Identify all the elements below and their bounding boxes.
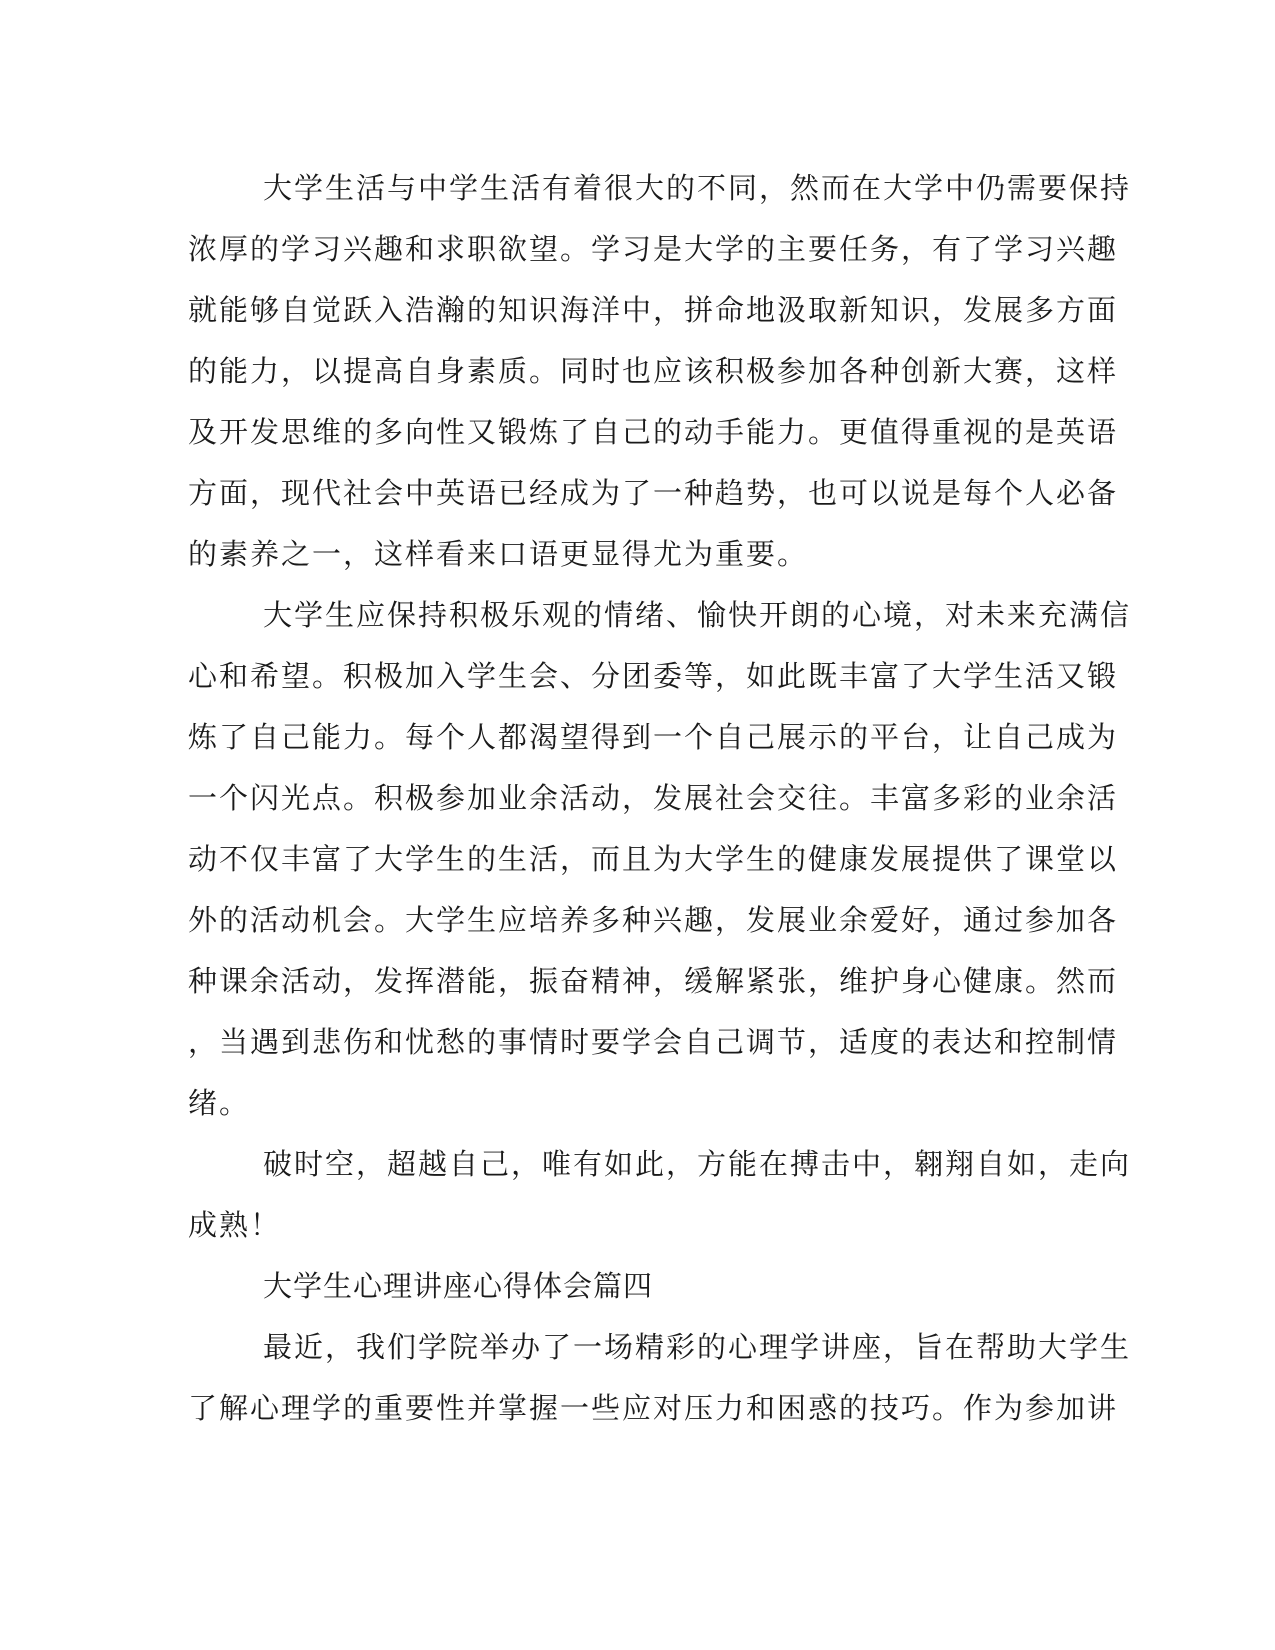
text-line: 及开发思维的多向性又锻炼了自己的动手能力。更值得重视的是英语 (188, 415, 1119, 449)
text-line: 种课余活动，发挥潜能，振奋精神，缓解紧张，维护身心健康。然而 (188, 964, 1119, 998)
text-line: 的能力，以提高自身素质。同时也应该积极参加各种创新大赛，这样 (188, 354, 1119, 388)
text-line: 一个闪光点。积极参加业余活动，发展社会交往。丰富多彩的业余活 (188, 781, 1119, 815)
text-line: 绪。 (188, 1086, 251, 1120)
text-line: 成熟！ (188, 1208, 282, 1242)
text-line: 的素养之一，这样看来口语更显得尤为重要。 (188, 537, 809, 571)
section-heading: 大学生心理讲座心得体会篇四 (263, 1269, 654, 1303)
text-line: 炼了自己能力。每个人都渴望得到一个自己展示的平台，让自己成为 (188, 720, 1119, 754)
text-line: 大学生应保持积极乐观的情绪、愉快开朗的心境，对未来充满信 (263, 598, 1132, 632)
text-line: 心和希望。积极加入学生会、分团委等，如此既丰富了大学生活又锻 (188, 659, 1119, 693)
text-line: 动不仅丰富了大学生的生活，而且为大学生的健康发展提供了课堂以 (188, 842, 1119, 876)
paragraph-3 (188, 1134, 1132, 1256)
text-line: ，当遇到悲伤和忧愁的事情时要学会自己调节，适度的表达和控制情 (188, 1025, 1119, 1059)
text-line: 了解心理学的重要性并掌握一些应对压力和困惑的技巧。作为参加讲 (188, 1391, 1119, 1425)
paragraph-2 (188, 585, 1132, 1134)
text-line: 破时空，超越自己，唯有如此，方能在搏击中，翱翔自如，走向 (263, 1147, 1132, 1181)
paragraph-4 (188, 1317, 1132, 1439)
text-line: 浓厚的学习兴趣和求职欲望。学习是大学的主要任务，有了学习兴趣 (188, 232, 1119, 266)
text-line: 大学生活与中学生活有着很大的不同，然而在大学中仍需要保持 (263, 171, 1132, 205)
document-body (188, 158, 1132, 1439)
text-line: 最近，我们学院举办了一场精彩的心理学讲座，旨在帮助大学生 (263, 1330, 1132, 1364)
text-line: 外的活动机会。大学生应培养多种兴趣，发展业余爱好，通过参加各 (188, 903, 1119, 937)
paragraph-1 (188, 158, 1132, 585)
text-line: 方面，现代社会中英语已经成为了一种趋势，也可以说是每个人必备 (188, 476, 1119, 510)
text-line: 就能够自觉跃入浩瀚的知识海洋中，拼命地汲取新知识，发展多方面 (188, 293, 1119, 327)
